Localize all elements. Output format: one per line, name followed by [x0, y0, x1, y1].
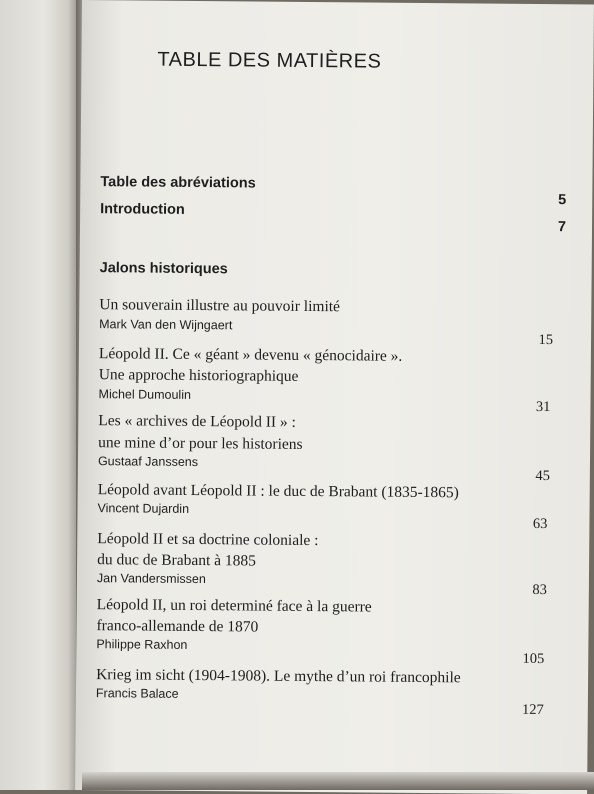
- entry-title: du duc de Brabant à 1885: [97, 551, 257, 570]
- entry-page-number: 15: [538, 331, 554, 349]
- toc-item-introduction: Introduction: [100, 201, 185, 218]
- entry-page-number: 31: [535, 398, 551, 416]
- entry-page-number: 105: [522, 650, 545, 668]
- entry-page-number: 63: [532, 515, 548, 533]
- entry-page-number: 127: [522, 701, 544, 719]
- entry-title: Krieg im sicht (1904-1908). Le mythe d’un roi francophile: [96, 666, 461, 687]
- entry-author: Jan Vandersmissen: [96, 571, 206, 587]
- entry-author: Philippe Raxhon: [96, 637, 188, 652]
- entry-author: Vincent Dujardin: [97, 501, 190, 516]
- entry-page-number: 83: [532, 581, 547, 599]
- entry-author: Francis Balace: [95, 686, 179, 701]
- entry-title: franco-allemande de 1870: [96, 617, 259, 636]
- page-bottom-edge: [82, 772, 594, 790]
- entry-title: Les « archives de Léopold II » :: [98, 412, 296, 431]
- entry-title: Léopold II. Ce « géant » devenu « génocidaire ».: [98, 345, 403, 365]
- toc-page-number: 5: [558, 192, 567, 209]
- facing-page: [0, 0, 80, 790]
- entry-title: Un souverain illustre au pouvoir limité: [99, 296, 341, 316]
- entry-title: une mine d’or pour les historiens: [98, 434, 303, 453]
- section-heading: Jalons historiques: [99, 260, 228, 278]
- entry-title: Léopold avant Léopold II : le duc de Brabant (1835-1865): [97, 481, 459, 502]
- toc-item-abbreviations: Table des abréviations: [100, 174, 256, 192]
- entry-author: Gustaaf Janssens: [97, 454, 199, 470]
- entry-author: Michel Dumoulin: [98, 387, 192, 402]
- toc-page-number: 7: [557, 219, 567, 236]
- toc-page: [75, 0, 594, 794]
- entry-page-number: 45: [535, 467, 550, 485]
- entry-author: Mark Van den Wijngaert: [99, 317, 233, 333]
- entry-title: Léopold II et sa doctrine coloniale :: [97, 530, 319, 550]
- page-title: TABLE DES MATIÈRES: [157, 48, 382, 73]
- entry-title: Une approche historiographique: [98, 366, 299, 385]
- entry-title: Léopold II, un roi determiné face à la guerre: [96, 596, 372, 616]
